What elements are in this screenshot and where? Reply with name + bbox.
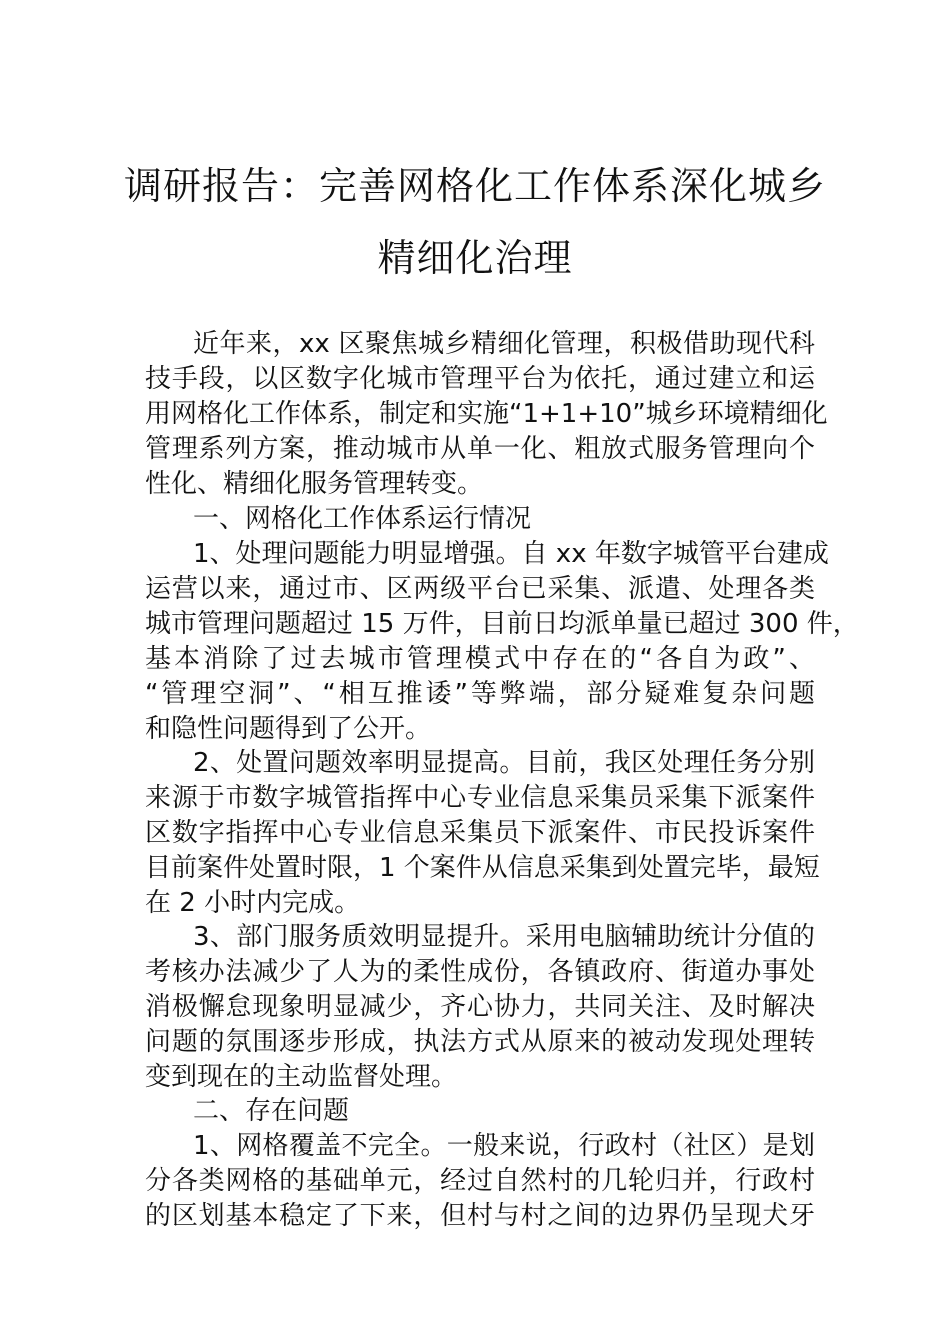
paragraph-line: 区数字指挥中心专业信息采集员下派案件、市民投诉案件 xyxy=(145,818,815,848)
paragraph-line: 考核办法减少了人为的柔性成份，各镇政府、街道办事处 xyxy=(145,957,815,987)
section-heading: 一、网格化工作体系运行情况 xyxy=(193,504,532,534)
section-heading: 二、存在问题 xyxy=(193,1096,350,1126)
paragraph-line: 1、网格覆盖不完全。一般来说，行政村（社区）是划 xyxy=(193,1131,815,1161)
paragraph-line: 性化、精细化服务管理转变。 xyxy=(145,469,484,499)
paragraph-line: 2、处置问题效率明显提高。目前，我区处理任务分别 xyxy=(193,748,815,778)
paragraph-line: 城市管理问题超过 15 万件，目前日均派单量已超过 300 件， xyxy=(145,609,859,639)
paragraph-line: 近年来，xx 区聚焦城乡精细化管理，积极借助现代科 xyxy=(193,329,815,359)
paragraph-line: 技手段，以区数字化城市管理平台为依托，通过建立和运 xyxy=(145,364,815,394)
document-title-line-1: 调研报告：完善网格化工作体系深化城乡 xyxy=(123,164,826,208)
paragraph-line: 的区划基本稳定了下来，但村与村之间的边界仍呈现犬牙 xyxy=(145,1201,815,1231)
paragraph-line: 基本消除了过去城市管理模式中存在的“各自为政”、 xyxy=(145,644,815,674)
paragraph-line: 3、部门服务质效明显提升。采用电脑辅助统计分值的 xyxy=(193,922,815,952)
paragraph-line: 用网格化工作体系，制定和实施“1+1+10”城乡环境精细化 xyxy=(145,399,828,429)
paragraph-line: 和隐性问题得到了公开。 xyxy=(145,714,432,744)
paragraph-line: 管理系列方案，推动城市从单一化、粗放式服务管理向个 xyxy=(145,434,815,464)
document-title-line-2: 精细化治理 xyxy=(377,236,573,280)
paragraph-line: 1、处理问题能力明显增强。自 xx 年数字城管平台建成 xyxy=(193,539,829,569)
paragraph-line: 来源于市数字城管指挥中心专业信息采集员采集下派案件 xyxy=(145,783,815,813)
paragraph-line: “管理空洞”、“相互推诿”等弊端，部分疑难复杂问题 xyxy=(145,679,815,709)
paragraph-line: 运营以来，通过市、区两级平台已采集、派遣、处理各类 xyxy=(145,574,815,604)
paragraph-line: 目前案件处置时限，1 个案件从信息采集到处置完毕，最短 xyxy=(145,853,820,883)
paragraph-line: 在 2 小时内完成。 xyxy=(145,888,361,918)
paragraph-line: 消极懈怠现象明显减少，齐心协力，共同关注、及时解决 xyxy=(145,992,815,1022)
paragraph-line: 问题的氛围逐步形成，执法方式从原来的被动发现处理转 xyxy=(145,1027,815,1057)
paragraph-line: 分各类网格的基础单元，经过自然村的几轮归并，行政村 xyxy=(145,1166,815,1196)
paragraph-line: 变到现在的主动监督处理。 xyxy=(145,1062,458,1092)
